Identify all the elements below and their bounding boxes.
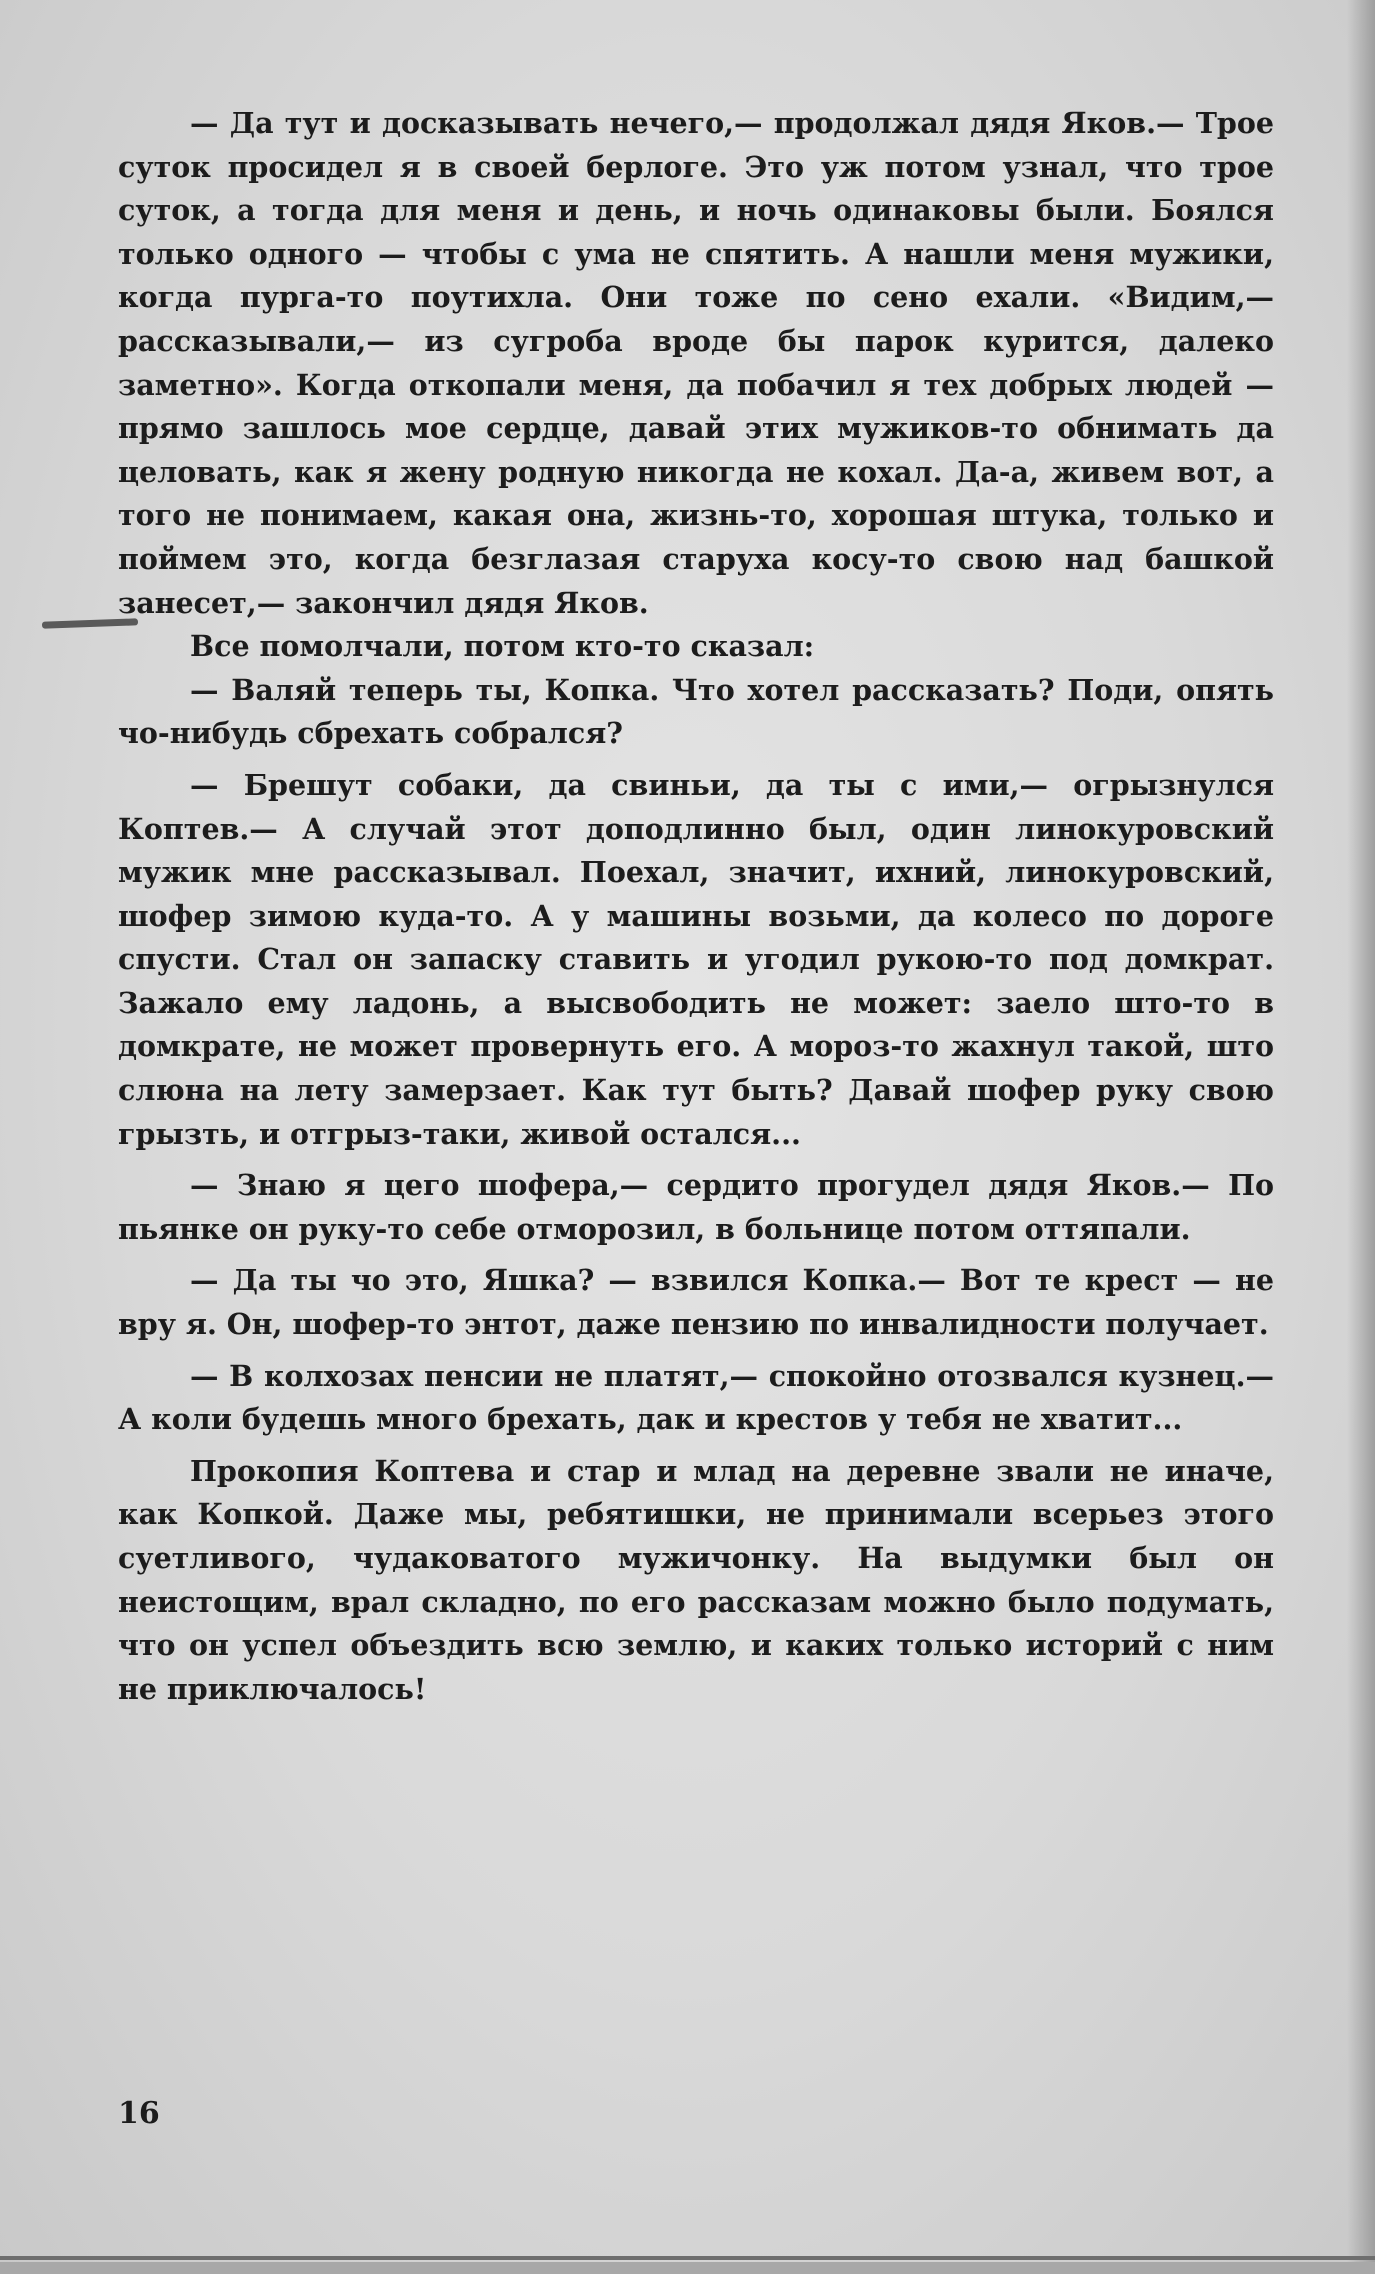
- paragraph-yakov-story: — Да тут и досказывать нечего,— продолжал дядя Яков.— Трое суток просидел я в своей берлоге. Это уж потом узнал, что трое суток, а тогда для меня и день, и ночь одинаковы были. Боялся только одного — чтобы с ума не спятить. А нашли меня мужики, когда пурга-то поутихла. Они тоже по сено ехали. «Видим,— рассказывали,— из сугроба вроде бы парок курится, далеко заметно». Когда откопали меня, да побачил я тех добрых людей — прямо зашлось мое сердце, давай этих мужиков-то обнимать да целовать, как я жену родную никогда не кохал. Да-а, живем вот, а того не понимаем, какая она, жизнь-то, хорошая штука, только и поймем это, когда безглазая старуха косу-то свою над башкой занесет,— закончил дядя Яков.: [118, 106, 1274, 620]
- page-number: 16: [118, 2096, 160, 2131]
- paragraph-blacksmith: — В колхозах пенсии не платят,— спокойно отозвался кузнец.— А коли будешь много брехать, дак и крестов у тебя не хватит...: [118, 1358, 1274, 1437]
- paragraph-kopka-protest: — Да ты чо это, Яшка? — взвился Копка.— Вот те крест — не вру я. Он, шофер-то энтот, даже пензию по инвалидности получает.: [118, 1263, 1274, 1342]
- page-bottom-edge: [0, 2256, 1375, 2260]
- paragraph-yakov-reply: — Знаю я цего шофера,— сердито прогудел дядя Яков.— По пьянке он руку-то себе отморозил, в больнице потом оттяпали.: [118, 1168, 1274, 1246]
- paragraph-ask-kopka: — Валяй теперь ты, Копка. Что хотел рассказать? Поди, опять чо-нибудь сбрехать собрался?: [118, 672, 1274, 751]
- page-edge-shadow: [1347, 0, 1375, 2262]
- paragraph-silence: Все помолчали, потом кто-то сказал:: [190, 629, 815, 664]
- paragraph-narrator: Прокопия Коптева и стар и млад на деревне звали не иначе, как Копкой. Даже мы, ребятишки, не принимали всерьез этого суетливого, чудаковатого мужичонку. На выдумки был он неистощим, врал складно, по его рассказам можно было подумать, что он успел объездить всю землю, и каких только историй с ним не приключалось!: [118, 1453, 1274, 1706]
- paragraph-kopka-story: — Брешут собаки, да свиньи, да ты с ими,— огрызнулся Коптев.— А случай этот доподлинно был, один линокуровский мужик мне рассказывал. Поехал, значит, ихний, линокуровский, шофер зимою куда-то. А у машины возьми, да колесо по дороге спусти. Стал он запаску ставить и угодил рукою-то под домкрат. Зажало ему ладонь, а высвободить не может: заело што-то в домкрате, не может провернуть его. А мороз-то жахнул такой, што слюна на лету замерзает. Как тут быть? Давай шофер руку свою грызть, и отгрыз-таки, живой остался...: [118, 767, 1274, 1151]
- page-text: [118, 102, 1274, 1711]
